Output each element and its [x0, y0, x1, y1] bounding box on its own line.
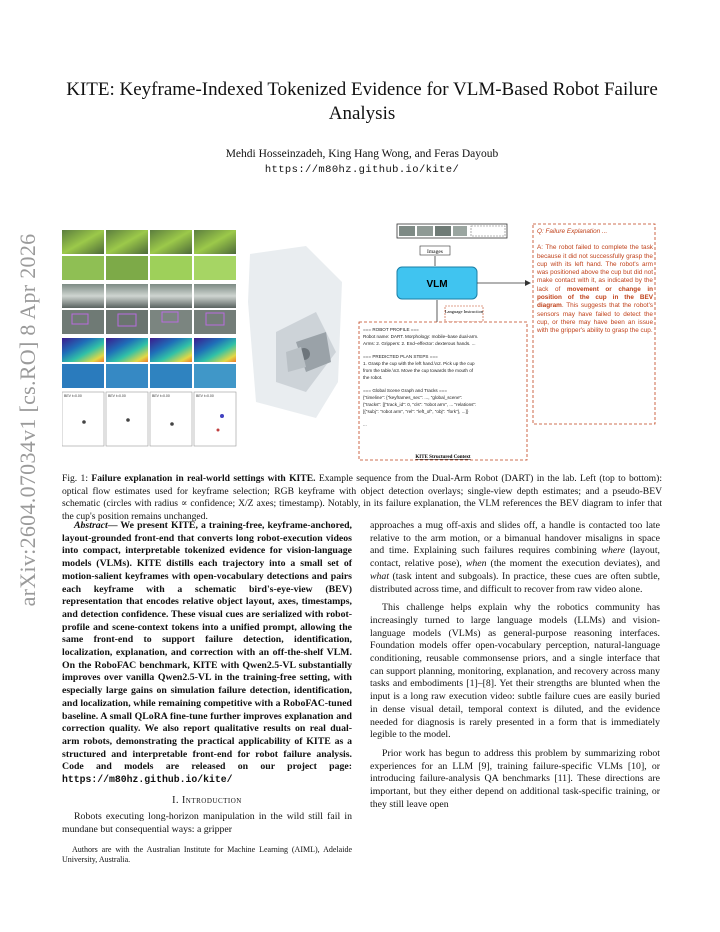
flow-row	[62, 230, 236, 280]
context-line: === PREDICTED PLAN STEPS ===	[363, 354, 438, 359]
answer-box	[537, 228, 653, 336]
context-line: Robot name: DART. Morphology: mobile–base dual-arm.	[363, 334, 479, 339]
rgb-row	[62, 284, 236, 334]
language-label: Language Instruction	[444, 309, 484, 314]
figure-1	[62, 222, 662, 462]
bev-label-4: BEV t=0.00	[196, 394, 214, 398]
context-line: Arms: 2. Grippers: 2. End–effector: dexterous hands. ...	[363, 341, 476, 346]
paragraph-1: approaches a mug off-axis and slides off, a handle is contacted too late relative to the arm motion, or a bimanual handover misaligns in space and time. Explaining such failures requires combining where (layout, contact, relative pose), when (the moment the execution deviates), and what (task intent and subgoals). In practice, these cues are often subtle, distributed across time, and difficult to recover from raw video alone.	[370, 520, 660, 595]
bev-label-1: BEV t=0.00	[64, 394, 82, 398]
vlm-label: VLM	[426, 279, 448, 290]
context-line: 1. Grasp the cup with the left hand.\n2. Pick up the cup	[363, 361, 475, 366]
context-line: the robot.	[363, 375, 383, 380]
arxiv-stamp	[8, 210, 48, 630]
context-line: === Global Scene Graph and Tracks ===	[363, 388, 448, 393]
bev-label-2: BEV t=0.00	[108, 394, 126, 398]
paragraph-2: This challenge helps explain why the robotics community has increasingly turned to large language models (LLMs) and vision-language models (VLMs) as general-purpose reasoning interfaces. Foundation models offer open-vocabulary perception, natural-language conditioning, reusable commonsense priors, and a single interface that can support planning, monitoring, explanation, and recovery across many tasks and embodiments [1]–[8]. Yet their strengths are blunted when the input is a long raw execution video: subtle failure cues are easily buried in dense visual detail, temporal context is diluted, and the evidence needed for diagnosis is rarely presented in a form that is immediately legible to the model.	[370, 602, 660, 741]
authors: Mehdi Hosseinzadeh, King Hang Wong, and Feras Dayoub	[225, 148, 499, 160]
context-label: KITE Structured Context	[415, 455, 471, 460]
context-line: [{"subj": "robot arm", "rel": "left_of", "obj": "fork"}, ...]}	[363, 409, 469, 414]
context-line: ...	[363, 422, 367, 427]
paper-title: KITE: Keyframe-Indexed Tokenized Evidence for VLM-Based Robot Failure Analysis	[66, 79, 658, 124]
context-line: === ROBOT PROFILE ===	[363, 327, 419, 332]
depth-row	[62, 338, 236, 388]
images-label: Images	[427, 249, 443, 255]
left-column	[62, 520, 352, 865]
footnote: Authors are with the Australian Institute for Machine Learning (AIML), Adelaide University, Australia.	[62, 844, 352, 865]
abstract-url[interactable]: https://m80hz.github.io/kite/	[62, 774, 233, 786]
question-text: Q: Failure Explanation ...	[537, 228, 608, 235]
arxiv-id: arXiv:2604.07034v1 [cs.RO] 8 Apr 2026	[15, 233, 40, 607]
bev-label-3: BEV t=0.00	[152, 394, 170, 398]
bev-row	[62, 392, 236, 446]
right-column	[370, 520, 660, 817]
keyframe-grid	[62, 230, 238, 448]
context-line: {"tracks": [{"track_id": 0, "cls": "robot arm", ... "relations":	[363, 402, 477, 407]
intro-paragraph: Robots executing long-horizon manipulation in the wild still fail in mundane but consequential ways: a gripper	[62, 811, 352, 836]
answer-text: A: The robot failed to complete the task because it did not successfully grasp the cup with its left hand. The robot's arm was positioned above the cup but did not make contact with it, as indicated by the lack of movement or change in position of the cup in the BEV diagram. This suggests that the robot's sensors may have failed to detect the cup, or there may have been an issue with the gripper's ability to grasp the cup.	[537, 244, 654, 335]
point-cloud-image	[246, 242, 346, 422]
project-url[interactable]: https://m80hz.github.io/kite/	[264, 164, 460, 176]
abstract: Abstract— We present KITE, a training-free, keyframe-anchored, layout-grounded front-end that converts long robot-execution videos into compact, interpretable tokenized evidence for vision-language models (VLMs). KITE distills each trajectory into a small set of motion-salient keyframes with open-vocabulary detections and pairs each keyframe with a schematic bird's-eye-view (BEV) representation that encodes relative object layout, axes, timestamps, and detection confidence. These visual cues are serialized with robot-profile and scene-context tokens into a unified prompt, allowing the same front-end to support failure detection, identification, localization, explanation, and correction with an off-the-shelf VLM. On the RoboFAC benchmark, KITE with Qwen2.5-VL substantially improves over vanilla Qwen2.5-VL in the training-free setting, with especially large gains on simulation failure detection, identification, and localization, while remaining competitive with a RoboFAC-tuned baseline. A small QLoRA fine-tune further improves explanation and correction quality. We also report qualitative results on real dual-arm robots, demonstrating the practical applicability of KITE as a structured and interpretable front-end for robot failure analysis. Code and models are released on our project page: https://m80hz.github.io/kite/	[62, 520, 352, 786]
figure-caption: Fig. 1: Failure explanation in real-world settings with KITE. Example sequence from the Dual-Arm Robot (DART) in the lab. Left (top to bottom): optical flow estimates used for keyframe selection; RGB keyframe with object detection overlays; single-view depth estimates; and a pseudo-BEV schematic (circles with radius ∝ confidence; X/Z axes; timestamp). Notably, in its failure explanation, the VLM references the BEV diagram to infer that the cup's position remains unchanged.	[62, 473, 663, 522]
context-line: {"timeline": {"keyframes_sec": ..., "global_scene":	[363, 395, 463, 400]
paragraph-3: Prior work has begun to address this problem by summarizing robot experiences for an LLM [9], training failure-specific VLMs [10], or introducing failure-analysis QA benchmarks [11]. These directions are important, but they either depend on additional task-specific training, or they still leave open	[370, 747, 660, 810]
context-line: from the table.\n3. Move the cup towards the mouth of	[363, 368, 474, 373]
section-heading: I. Introduction	[172, 794, 242, 806]
